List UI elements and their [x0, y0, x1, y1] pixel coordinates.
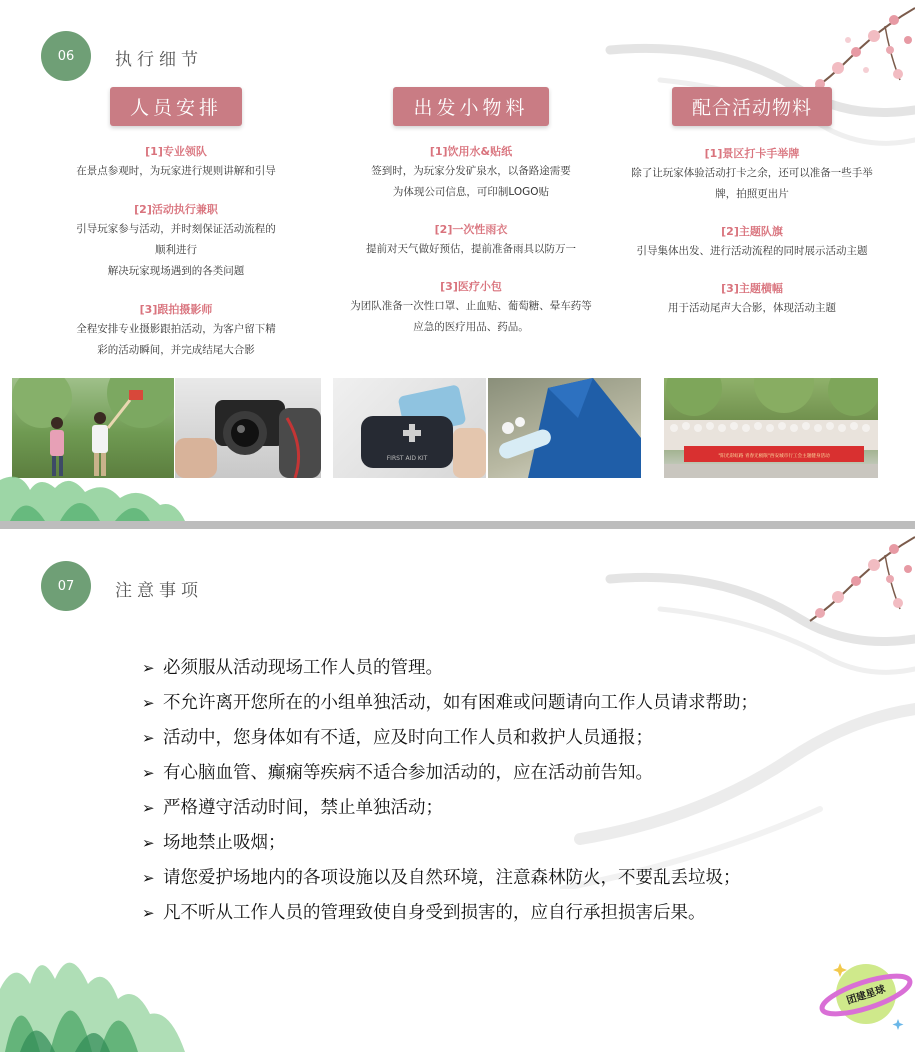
list-item [331, 278, 611, 338]
rule-text: 必须服从活动现场工作人员的管理。 [163, 658, 443, 678]
item-desc: 顺利进行 [155, 244, 197, 256]
item-title: [2]主题队旗 [721, 225, 783, 238]
item-desc: 除了让玩家体验活动打卡之余，还可以准备一些手举 [631, 167, 873, 179]
list-item [40, 201, 312, 282]
list-item [142, 686, 802, 721]
list-item [142, 721, 802, 756]
rule-text: 凡不听从工作人员的管理致使自身受到损害的，应自行承担损害后果。 [163, 903, 706, 923]
item-desc: 用于活动尾声大合影，体现活动主题 [668, 302, 836, 314]
item-desc: 牌，拍照更出片 [715, 188, 789, 200]
section-title: 注意事项 [115, 581, 203, 601]
arrow-bullet-icon: ➢ [142, 799, 155, 817]
arrow-bullet-icon: ➢ [142, 904, 155, 922]
list-item [612, 145, 892, 205]
list-item [142, 861, 802, 896]
list-item [142, 651, 802, 686]
arrow-bullet-icon: ➢ [142, 659, 155, 677]
item-desc: 引导集体出发、进行活动流程的同时展示活动主题 [636, 245, 868, 257]
column-header-staff: 人员安排 [110, 87, 242, 126]
item-desc: 为体现公司信息，可印制LOGO贴 [392, 186, 550, 198]
list-item [331, 143, 611, 203]
plum-blossom-icon [790, 529, 915, 639]
item-desc: 彩的活动瞬间，并完成结尾大合影 [97, 344, 255, 356]
item-desc: 为团队准备一次性口罩、止血贴、葡萄糖、晕车药等 [350, 300, 592, 312]
photo-group-banner [664, 378, 878, 478]
column-departure-supplies [331, 87, 611, 338]
arrow-bullet-icon: ➢ [142, 834, 155, 852]
item-title: [3]主题横幅 [721, 282, 783, 295]
photo-water-and-umbrella [488, 378, 641, 478]
list-item [40, 301, 312, 361]
item-title: [1]饮用水&贴纸 [429, 145, 513, 158]
section-title: 执行细节 [115, 50, 203, 70]
item-title: [2]一次性雨衣 [434, 223, 508, 236]
list-item [142, 791, 802, 826]
photo-photographer-camera [175, 378, 321, 478]
slide-precautions [0, 529, 915, 1052]
list-item [40, 143, 312, 182]
arrow-bullet-icon: ➢ [142, 729, 155, 747]
section-number-badge: 06 [41, 31, 91, 81]
banner-text: "阳光彩虹路 青春无极限"西安城市行工会主题健身活动 [718, 454, 830, 459]
item-desc: 签到时，为玩家分发矿泉水，以备路途需要 [371, 165, 571, 177]
item-title: [3]跟拍摄影师 [139, 303, 213, 316]
photo-tour-guide [12, 378, 174, 478]
item-desc: 提前对天气做好预估，提前准备雨具以防万一 [366, 243, 576, 255]
item-desc: 全程安排专业摄影跟拍活动，为客户留下精 [76, 323, 276, 335]
slide-execution-details [0, 0, 915, 521]
list-item [612, 280, 892, 319]
team-planet-logo [818, 949, 915, 1039]
column-staff-arrangement [40, 87, 312, 361]
first-aid-label: FIRST AID KIT [386, 455, 428, 462]
item-desc: 解决玩家现场遇到的各类问题 [107, 265, 245, 277]
arrow-bullet-icon: ➢ [142, 764, 155, 782]
list-item [612, 223, 892, 262]
arrow-bullet-icon: ➢ [142, 869, 155, 887]
item-title: [3]医疗小包 [440, 280, 502, 293]
logo-text: 团建星球 [845, 984, 887, 1007]
item-desc: 引导玩家参与活动，并时刻保证活动流程的 [76, 223, 276, 235]
watercolor-leaves-icon [0, 470, 185, 521]
rule-text: 有心脑血管、癫痫等疾病不适合参加活动的，应在活动前告知。 [163, 763, 653, 783]
item-title: [1]专业领队 [145, 145, 207, 158]
item-desc: 在景点参观时，为玩家进行规则讲解和引导 [76, 165, 276, 177]
item-desc: 应急的医疗用品、药品。 [413, 321, 529, 333]
arrow-bullet-icon: ➢ [142, 694, 155, 712]
item-title: [2]活动执行兼职 [134, 203, 218, 216]
rule-text: 活动中，您身体如有不适，应及时向工作人员和救护人员通报； [163, 728, 653, 748]
list-item [142, 896, 802, 931]
column-header-supplies: 出发小物料 [393, 87, 548, 126]
column-activity-materials [612, 87, 892, 319]
rule-text: 场地禁止吸烟； [163, 833, 286, 853]
list-item [142, 756, 802, 791]
rule-text: 请您爱护场地内的各项设施以及自然环境，注意森林防火，不要乱丢垃圾； [163, 868, 741, 888]
list-item [331, 221, 611, 260]
photo-first-aid-kit [333, 378, 486, 478]
watercolor-leaves-icon [0, 929, 185, 1052]
list-item [142, 826, 802, 861]
item-title: [1]景区打卡手举牌 [704, 147, 800, 160]
rule-text: 不允许离开您所在的小组单独活动，如有困难或问题请向工作人员请求帮助； [163, 693, 758, 713]
section-number-badge: 07 [41, 561, 91, 611]
column-header-materials: 配合活动物料 [672, 87, 832, 126]
precautions-list [142, 651, 802, 931]
rule-text: 严格遵守活动时间，禁止单独活动； [163, 798, 443, 818]
